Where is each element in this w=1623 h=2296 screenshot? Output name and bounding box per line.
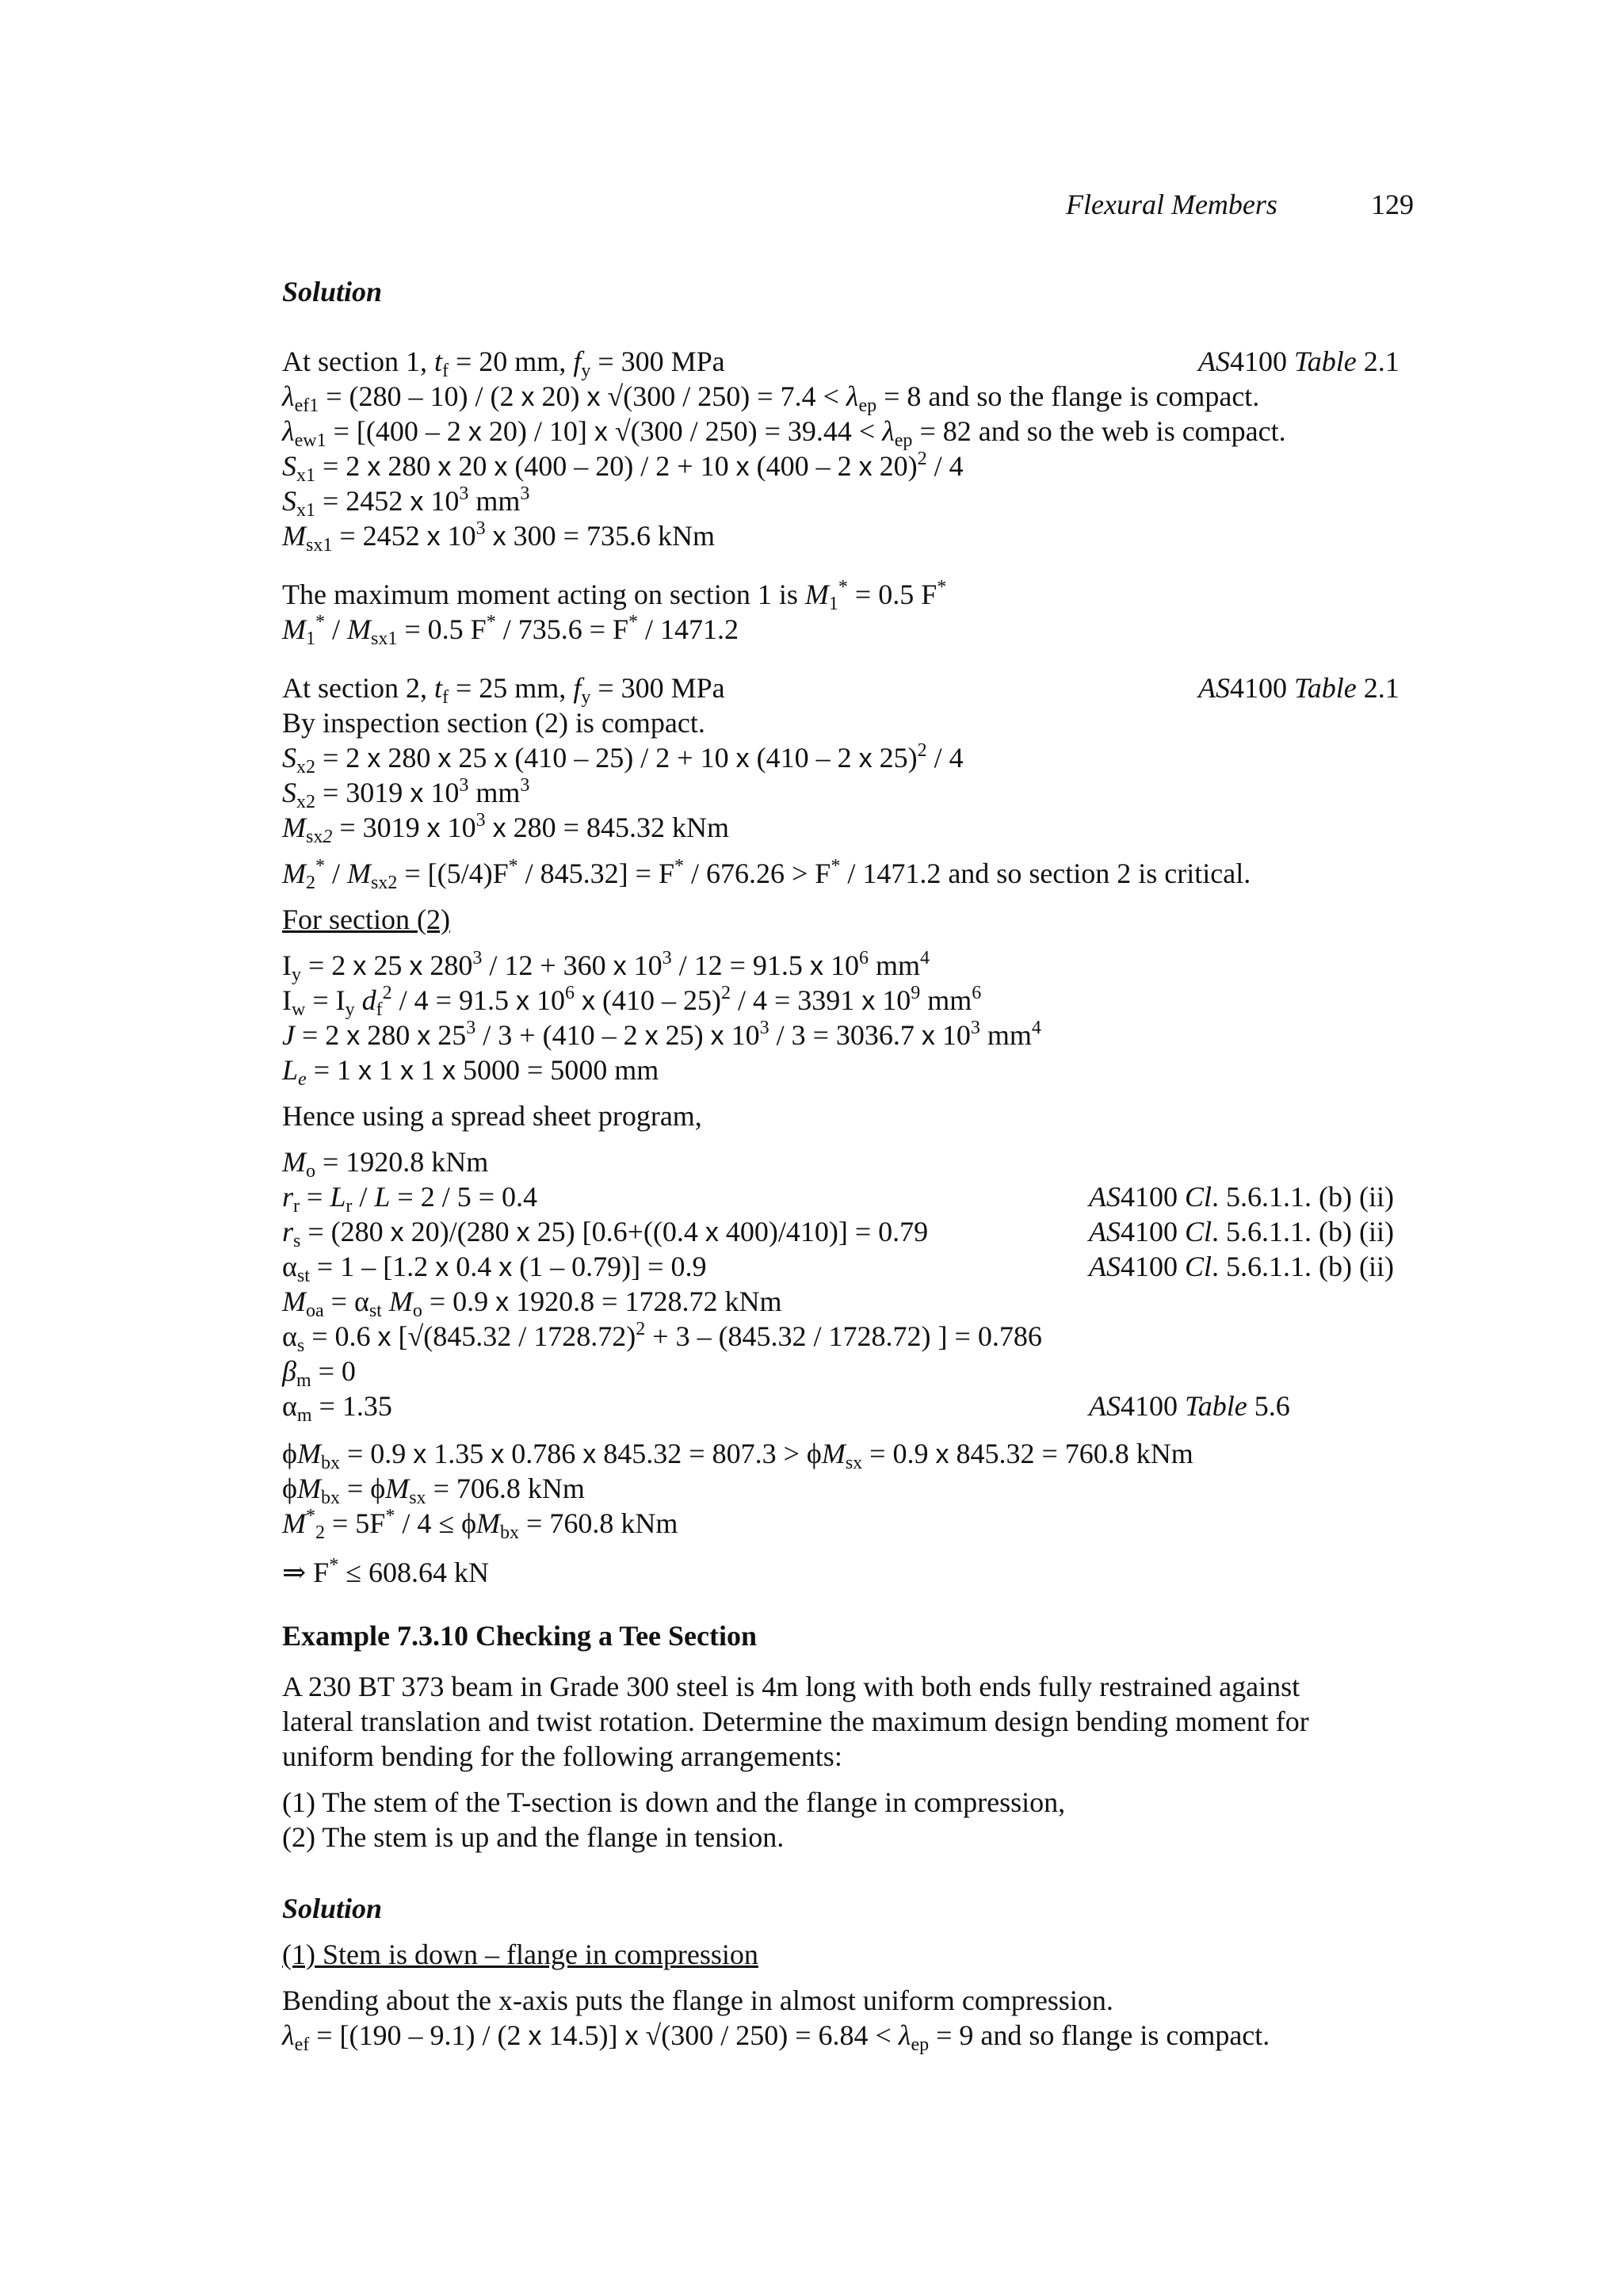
- msx2-value: $M_{sx2} = 3019$ x $10^3$ x 280 = 845.32 kNm: [282, 810, 729, 847]
- sx2-formula: $S_{x2} = 2$ x 280 x 25 x (410 – 25) / 2 + 10 x (410 – 2 x 25)$^2$ / 4: [282, 740, 964, 777]
- alpha-m-line: $\alpha_m = 1.35$: [282, 1390, 392, 1426]
- lambda-ef-line: $\lambda_{ef} = [(190 - 9.1) / (2$ x 14.5)] x $√(300 / 250) = 6.84 < \lambda_{ep} = 9$ and so flange is compact.: [282, 2019, 1270, 2055]
- alpha-s-line: $\alpha_s = 0.6$ x [√(845.32 / 1728.72)$^2$ + 3 – (845.32 / 1728.72) ] = 0.786: [282, 1319, 1042, 1356]
- moment-ratio-1: $M_1^* / M_{sx1} = 0.5$ F* / 735.6 = F* / 1471.2: [282, 612, 739, 649]
- alpha-st-line: $\alpha_{st} = 1 - [1.2$ x 0.4 x (1 – 0.79)] = 0.9: [282, 1251, 707, 1286]
- section1-params: At section 1, $t_f = 20$ mm, $f_y = 300$ MPa: [282, 346, 725, 381]
- moment-ratio-2: $M_2^* / M_{sx2} = [(5/4)F^* / 845.32] = F^* / 676.26 > F^* / 1471.2$ and so section 2 is critical.: [282, 856, 1251, 893]
- rr-line: $r_r = L_r / L = 2 / 5 = 0.4$: [282, 1181, 538, 1217]
- ref-cl-5-6-1-1-b: AS4100 Cl. 5.6.1.1. (b) (ii): [1089, 1216, 1394, 1247]
- bending-line: Bending about the x-axis puts the flange in almost uniform compression.: [282, 1985, 1113, 2016]
- moa-line: $M_{oa} = \alpha_{st}$ $M_o = 0.9$ x 1920.8 = 1728.72 kNm: [282, 1286, 782, 1321]
- sx1-value: $S_{x1} = 2452$ x $10^3$ $mm^3$: [282, 483, 530, 521]
- m2-line: $M^*_2 = 5F^* / 4 \le \phi M_{bx} = 760.8$ kNm: [282, 1506, 678, 1543]
- example-heading: Example 7.3.10 Checking a Tee Section: [282, 1620, 758, 1652]
- rs-line: $r_s = (280$ x 20)/(280 x 25) [0.6+((0.4 x 400)/410)] = 0.79: [282, 1216, 929, 1251]
- iy-line: $I_y = 2$ x 25 x $280^3 / 12 + 360$ x $10^3 / 12 = 91.5$ x $10^6$ $mm^4$: [282, 948, 930, 985]
- running-title: Flexural Members: [1066, 189, 1277, 220]
- solution-heading: Solution: [282, 276, 383, 308]
- page-number: 129: [1371, 189, 1414, 220]
- msx1-value: $M_{sx1} = 2452$ x $10^3$ x 300 = 735.6 kNm: [282, 518, 715, 556]
- spreadsheet-line: Hence using a spread sheet program,: [282, 1100, 702, 1132]
- le-line: $L_e = 1$ x 1 x 1 x 5000 = 5000 mm: [282, 1054, 659, 1090]
- example-para-line-3: uniform bending for the following arrangements:: [282, 1740, 842, 1772]
- ref-table-2-1: AS4100 Table 2.1: [1198, 346, 1400, 377]
- example-para-line-2: lateral translation and twist rotation. Determine the maximum design bending moment for: [282, 1706, 1309, 1737]
- phi-mbx-line-2: $\phi M_{bx} = \phi M_{sx} = 706.8$ kNm: [282, 1473, 585, 1508]
- j-line: J = 2 x 280 x $25^3 / 3 + (410 - 2$ x 25) x $10^3 / 3 = 3036.7$ x $10^3$ $mm^4$: [282, 1018, 1041, 1051]
- ref-table-5-6: AS4100 Table 5.6: [1089, 1390, 1290, 1422]
- web-slenderness: $\lambda_{ew1} = [(400 - 2$ x 20) / 10] x $√(300 / 250) = 39.44 < \lambda_{ep} = 82$ and so the web is compact.: [282, 415, 1286, 451]
- ref-cl-5-6-1-1-a: AS4100 Cl. 5.6.1.1. (b) (ii): [1089, 1181, 1394, 1213]
- ref-table-2-1-b: AS4100 Table 2.1: [1198, 672, 1400, 704]
- section2-params: At section 2, $t_f = 25$ mm, $f_y = 300$ MPa: [282, 672, 725, 708]
- mo-line: $M_o = 1920.8$ kNm: [282, 1146, 489, 1182]
- sx1-formula: $S_{x1} = 2$ x 280 x 20 x (400 – 20) / 2 + 10 x (400 – 2 x 20)$^2$ / 4: [282, 449, 964, 486]
- example-item-2: (2) The stem is up and the flange in tension.: [282, 1821, 785, 1853]
- flange-slenderness: $\lambda_{ef1} = (280 - 10) / (2$ x 20) x $√(300 / 250) = 7.4 < \lambda_{ep} = 8$ and so the flange is compact.: [282, 380, 1260, 416]
- inspection-line: By inspection section (2) is compact.: [282, 707, 705, 739]
- ref-cl-5-6-1-1-c: AS4100 Cl. 5.6.1.1. (b) (ii): [1089, 1251, 1394, 1282]
- example-solution-heading: Solution: [282, 1893, 383, 1924]
- phi-mbx-line-1: $\phi M_{bx} = 0.9$ x 1.35 x 0.786 x $845.32 = 807.3 > \phi M_{sx} = 0.9$ x 845.32 = 760.8 kNm: [282, 1438, 1193, 1473]
- max-moment-line: The maximum moment acting on section 1 is $M_1^* = 0.5$ F*: [282, 577, 947, 614]
- example-para-line-1: A 230 BT 373 beam in Grade 300 steel is 4m long with both ends fully restrained against: [282, 1671, 1300, 1702]
- beta-m-line: $\beta_m = 0$: [282, 1355, 356, 1391]
- for-section2-heading: For section (2): [282, 904, 450, 935]
- iw-line: $I_w = I_y$ $d_f^2 / 4 = 91.5$ x $10^6$ x (410 – 25)$^2$ / 4 = 3391 x $10^9$ $mm^6$: [282, 983, 982, 1020]
- stem-down-heading: (1) Stem is down – flange in compression: [282, 1939, 758, 1970]
- sx2-value: $S_{x2} = 3019$ x $10^3$ $mm^3$: [282, 775, 530, 812]
- f-result-line: ⇒ F* ≤ 608.64 kN: [282, 1555, 489, 1588]
- example-item-1: (1) The stem of the T-section is down and the flange in compression,: [282, 1786, 1066, 1818]
